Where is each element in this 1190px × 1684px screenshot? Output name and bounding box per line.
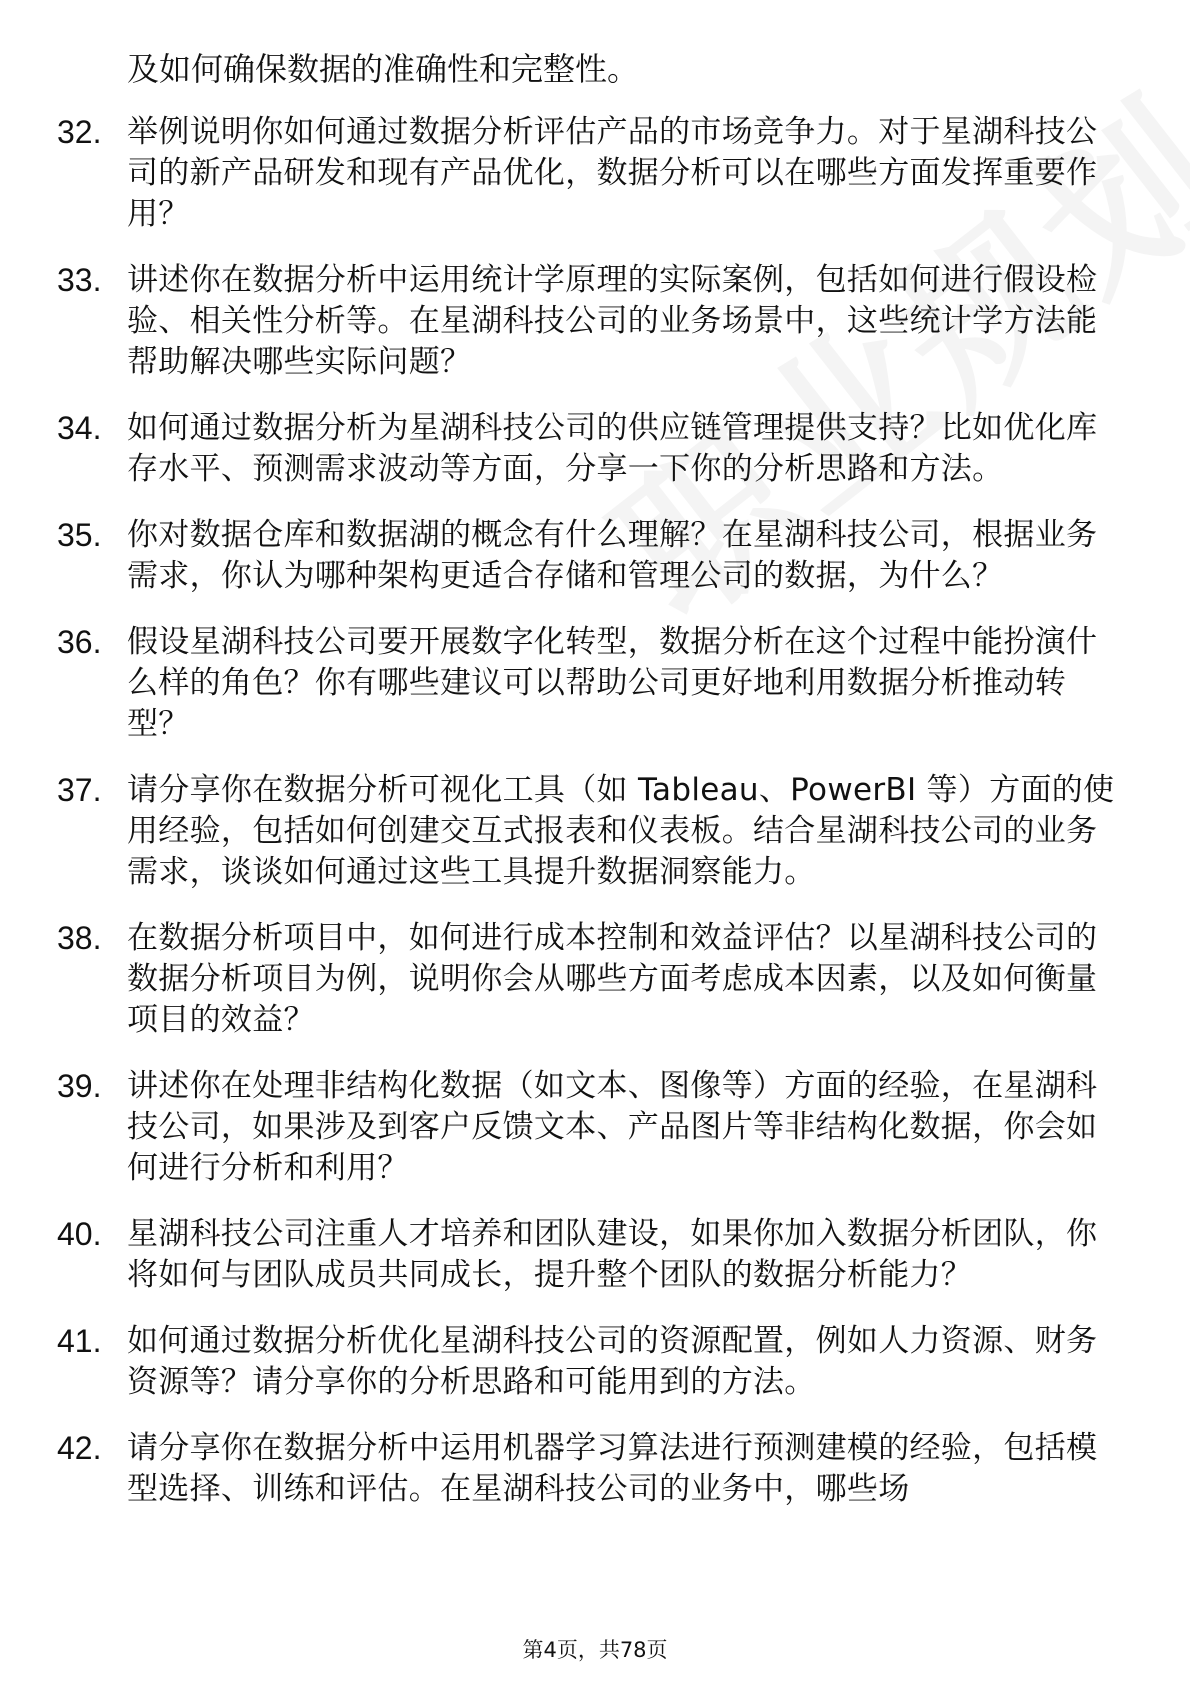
question-text: 星湖科技公司注重人才培养和团队建设，如果你加入数据分析团队，你将如何与团队成员共同成长，提升整个团队的数据分析能力？ — [127, 1216, 1098, 1293]
question-number: 33. — [57, 262, 102, 298]
question-text: 请分享你在数据分析中运用机器学习算法进行预测建模的经验，包括模型选择、训练和评估。在星湖科技公司的业务中，哪些场 — [127, 1430, 1098, 1507]
list-item — [0, 112, 1190, 235]
page-footer: 第4页，共78页 — [522, 1638, 668, 1662]
list-item — [0, 408, 1190, 490]
question-text: 如何通过数据分析为星湖科技公司的供应链管理提供支持？比如优化库存水平、预测需求波动等方面，分享一下你的分析思路和方法。 — [127, 410, 1098, 487]
question-number: 37. — [57, 772, 102, 808]
question-number: 40. — [57, 1216, 102, 1252]
question-text: 讲述你在数据分析中运用统计学原理的实际案例，包括如何进行假设检验、相关性分析等。在星湖科技公司的业务场景中，这些统计学方法能帮助解决哪些实际问题？ — [127, 262, 1098, 380]
question-number: 42. — [57, 1430, 102, 1466]
question-text: 请分享你在数据分析可视化工具（如 Tableau、PowerBI 等）方面的使用经验，包括如何创建交互式报表和仪表板。结合星湖科技公司的业务需求，谈谈如何通过这些工具提升数据洞察能力。 — [127, 772, 1115, 890]
list-item — [0, 260, 1190, 383]
question-text: 如何通过数据分析优化星湖科技公司的资源配置，例如人力资源、财务资源等？请分享你的分析思路和可能用到的方法。 — [127, 1323, 1098, 1400]
list-item — [0, 1428, 1190, 1510]
question-text: 在数据分析项目中，如何进行成本控制和效益评估？以星湖科技公司的数据分析项目为例，说明你会从哪些方面考虑成本因素，以及如何衡量项目的效益？ — [127, 920, 1098, 1038]
question-text: 举例说明你如何通过数据分析评估产品的市场竞争力。对于星湖科技公司的新产品研发和现有产品优化，数据分析可以在哪些方面发挥重要作用？ — [127, 114, 1098, 232]
question-number: 39. — [57, 1068, 102, 1104]
question-text: 讲述你在处理非结构化数据（如文本、图像等）方面的经验，在星湖科技公司，如果涉及到客户反馈文本、产品图片等非结构化数据，你会如何进行分析和利用？ — [127, 1068, 1098, 1186]
carryover-paragraph: 及如何确保数据的准确性和完整性。 — [127, 50, 640, 88]
question-list — [0, 112, 1190, 1535]
question-number: 38. — [57, 920, 102, 956]
question-number: 41. — [57, 1323, 102, 1359]
question-number: 32. — [57, 114, 102, 150]
list-item — [0, 515, 1190, 597]
question-number: 34. — [57, 410, 102, 446]
question-text: 你对数据仓库和数据湖的概念有什么理解？在星湖科技公司，根据业务需求，你认为哪种架构更适合存储和管理公司的数据，为什么？ — [127, 517, 1098, 594]
list-item — [0, 1066, 1190, 1189]
question-number: 36. — [57, 624, 102, 660]
list-item — [0, 1214, 1190, 1296]
list-item — [0, 770, 1190, 893]
question-number: 35. — [57, 517, 102, 553]
list-item — [0, 622, 1190, 745]
list-item — [0, 1321, 1190, 1403]
list-item — [0, 918, 1190, 1041]
question-text: 假设星湖科技公司要开展数字化转型，数据分析在这个过程中能扮演什么样的角色？你有哪些建议可以帮助公司更好地利用数据分析推动转型？ — [127, 624, 1098, 742]
